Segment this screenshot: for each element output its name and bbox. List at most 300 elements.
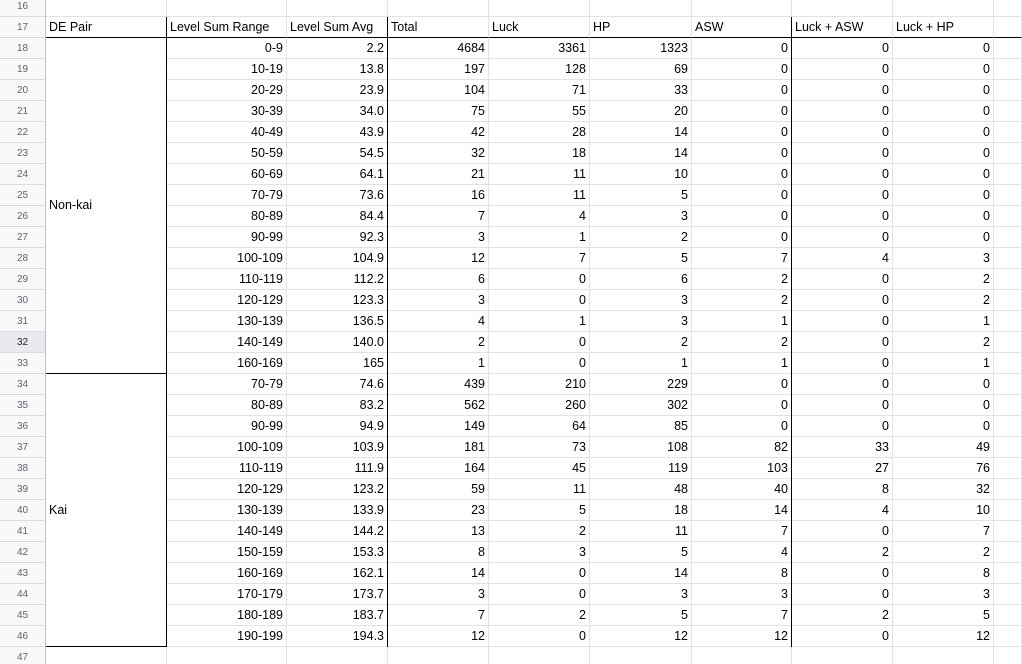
row-number[interactable]: 30 <box>0 290 46 311</box>
data-cell-luck-asw[interactable]: 33 <box>792 437 893 458</box>
data-cell-range[interactable]: 160-169 <box>167 353 287 374</box>
column-header-cell[interactable]: Luck <box>489 17 590 38</box>
data-cell-asw[interactable]: 14 <box>692 500 792 521</box>
data-cell-hp[interactable]: 10 <box>590 164 692 185</box>
data-cell-hp[interactable]: 48 <box>590 479 692 500</box>
data-cell-luck-asw[interactable]: 0 <box>792 563 893 584</box>
data-cell-total[interactable]: 13 <box>388 521 489 542</box>
data-cell-luck-asw[interactable]: 0 <box>792 227 893 248</box>
data-cell-range[interactable]: 100-109 <box>167 248 287 269</box>
data-cell-luck[interactable]: 11 <box>489 479 590 500</box>
data-cell-total[interactable]: 181 <box>388 437 489 458</box>
data-cell-avg[interactable]: 74.6 <box>287 374 388 395</box>
data-cell-total[interactable]: 6 <box>388 269 489 290</box>
row-number[interactable]: 36 <box>0 416 46 437</box>
data-cell-luck[interactable]: 64 <box>489 416 590 437</box>
empty-cell[interactable] <box>994 164 1022 185</box>
data-cell-asw[interactable]: 0 <box>692 143 792 164</box>
data-cell-range[interactable]: 50-59 <box>167 143 287 164</box>
data-cell-hp[interactable]: 11 <box>590 521 692 542</box>
data-cell-total[interactable]: 3 <box>388 584 489 605</box>
data-cell-luck-asw[interactable]: 0 <box>792 311 893 332</box>
data-cell-asw[interactable]: 0 <box>692 227 792 248</box>
data-cell-hp[interactable]: 5 <box>590 605 692 626</box>
row-number[interactable]: 46 <box>0 626 46 647</box>
data-cell-avg[interactable]: 112.2 <box>287 269 388 290</box>
empty-cell[interactable] <box>692 0 792 17</box>
data-cell-range[interactable]: 20-29 <box>167 80 287 101</box>
data-cell-total[interactable]: 32 <box>388 143 489 164</box>
empty-cell[interactable] <box>388 0 489 17</box>
empty-cell[interactable] <box>994 311 1022 332</box>
data-cell-luck-hp[interactable]: 10 <box>893 500 994 521</box>
data-cell-avg[interactable]: 123.3 <box>287 290 388 311</box>
data-cell-luck-hp[interactable]: 12 <box>893 626 994 647</box>
data-cell-luck-hp[interactable]: 8 <box>893 563 994 584</box>
data-cell-luck-asw[interactable]: 0 <box>792 206 893 227</box>
empty-cell[interactable] <box>994 38 1022 59</box>
data-cell-luck[interactable]: 0 <box>489 290 590 311</box>
data-cell-avg[interactable]: 34.0 <box>287 101 388 122</box>
data-cell-luck[interactable]: 210 <box>489 374 590 395</box>
data-cell-luck-asw[interactable]: 0 <box>792 395 893 416</box>
data-cell-avg[interactable]: 111.9 <box>287 458 388 479</box>
data-cell-luck[interactable]: 3 <box>489 542 590 563</box>
data-cell-luck[interactable]: 0 <box>489 584 590 605</box>
data-cell-hp[interactable]: 33 <box>590 80 692 101</box>
row-number[interactable]: 29 <box>0 269 46 290</box>
empty-cell[interactable] <box>994 227 1022 248</box>
empty-cell[interactable] <box>994 143 1022 164</box>
data-cell-avg[interactable]: 23.9 <box>287 80 388 101</box>
data-cell-total[interactable]: 164 <box>388 458 489 479</box>
empty-cell[interactable] <box>994 374 1022 395</box>
empty-cell[interactable] <box>167 647 287 664</box>
data-cell-total[interactable]: 7 <box>388 605 489 626</box>
data-cell-avg[interactable]: 162.1 <box>287 563 388 584</box>
data-cell-luck[interactable]: 128 <box>489 59 590 80</box>
empty-cell[interactable] <box>994 0 1022 17</box>
data-cell-luck-hp[interactable]: 2 <box>893 542 994 563</box>
data-cell-range[interactable]: 80-89 <box>167 395 287 416</box>
empty-cell[interactable] <box>994 101 1022 122</box>
data-cell-luck-hp[interactable]: 2 <box>893 269 994 290</box>
data-cell-luck-hp[interactable]: 0 <box>893 185 994 206</box>
data-cell-asw[interactable]: 0 <box>692 164 792 185</box>
empty-cell[interactable] <box>167 0 287 17</box>
data-cell-asw[interactable]: 0 <box>692 59 792 80</box>
data-cell-luck-hp[interactable]: 3 <box>893 248 994 269</box>
row-number[interactable]: 47 <box>0 647 46 664</box>
data-cell-luck[interactable]: 7 <box>489 248 590 269</box>
row-number[interactable]: 17 <box>0 17 46 38</box>
data-cell-range[interactable]: 190-199 <box>167 626 287 647</box>
data-cell-total[interactable]: 104 <box>388 80 489 101</box>
data-cell-luck[interactable]: 1 <box>489 227 590 248</box>
data-cell-luck-asw[interactable]: 0 <box>792 185 893 206</box>
data-cell-luck-asw[interactable]: 0 <box>792 521 893 542</box>
data-cell-total[interactable]: 59 <box>388 479 489 500</box>
data-cell-luck-hp[interactable]: 0 <box>893 101 994 122</box>
data-cell-asw[interactable]: 82 <box>692 437 792 458</box>
data-cell-asw[interactable]: 0 <box>692 395 792 416</box>
row-number[interactable]: 35 <box>0 395 46 416</box>
data-cell-total[interactable]: 4684 <box>388 38 489 59</box>
data-cell-asw[interactable]: 0 <box>692 80 792 101</box>
data-cell-total[interactable]: 16 <box>388 185 489 206</box>
data-cell-luck[interactable]: 55 <box>489 101 590 122</box>
empty-cell[interactable] <box>994 458 1022 479</box>
row-number[interactable]: 28 <box>0 248 46 269</box>
data-cell-luck-hp[interactable]: 3 <box>893 584 994 605</box>
empty-cell[interactable] <box>994 647 1022 664</box>
data-cell-luck-hp[interactable]: 0 <box>893 80 994 101</box>
data-cell-avg[interactable]: 103.9 <box>287 437 388 458</box>
data-cell-hp[interactable]: 3 <box>590 311 692 332</box>
data-cell-luck-asw[interactable]: 27 <box>792 458 893 479</box>
data-cell-total[interactable]: 149 <box>388 416 489 437</box>
data-cell-hp[interactable]: 2 <box>590 332 692 353</box>
data-cell-avg[interactable]: 2.2 <box>287 38 388 59</box>
data-cell-asw[interactable]: 1 <box>692 353 792 374</box>
data-cell-total[interactable]: 2 <box>388 332 489 353</box>
empty-cell[interactable] <box>994 563 1022 584</box>
empty-cell[interactable] <box>994 206 1022 227</box>
data-cell-asw[interactable]: 2 <box>692 290 792 311</box>
data-cell-luck-hp[interactable]: 0 <box>893 143 994 164</box>
empty-cell[interactable] <box>590 0 692 17</box>
row-number[interactable]: 37 <box>0 437 46 458</box>
data-cell-avg[interactable]: 84.4 <box>287 206 388 227</box>
data-cell-asw[interactable]: 103 <box>692 458 792 479</box>
data-cell-range[interactable]: 120-129 <box>167 479 287 500</box>
row-number[interactable]: 19 <box>0 59 46 80</box>
data-cell-luck-hp[interactable]: 0 <box>893 374 994 395</box>
data-cell-avg[interactable]: 54.5 <box>287 143 388 164</box>
data-cell-luck[interactable]: 0 <box>489 332 590 353</box>
data-cell-hp[interactable]: 6 <box>590 269 692 290</box>
data-cell-luck-asw[interactable]: 0 <box>792 374 893 395</box>
data-cell-asw[interactable]: 0 <box>692 122 792 143</box>
empty-cell[interactable] <box>994 521 1022 542</box>
column-header-cell[interactable]: ASW <box>692 17 792 38</box>
column-header-cell[interactable]: Level Sum Avg <box>287 17 388 38</box>
data-cell-luck[interactable]: 0 <box>489 626 590 647</box>
data-cell-hp[interactable]: 5 <box>590 542 692 563</box>
data-cell-range[interactable]: 10-19 <box>167 59 287 80</box>
data-cell-avg[interactable]: 136.5 <box>287 311 388 332</box>
data-cell-total[interactable]: 3 <box>388 227 489 248</box>
data-cell-hp[interactable]: 3 <box>590 290 692 311</box>
data-cell-range[interactable]: 140-149 <box>167 521 287 542</box>
row-number[interactable]: 33 <box>0 353 46 374</box>
data-cell-luck[interactable]: 260 <box>489 395 590 416</box>
data-cell-hp[interactable]: 20 <box>590 101 692 122</box>
data-cell-avg[interactable]: 94.9 <box>287 416 388 437</box>
column-header-cell[interactable]: Luck + HP <box>893 17 994 38</box>
data-cell-range[interactable]: 30-39 <box>167 101 287 122</box>
data-cell-total[interactable]: 21 <box>388 164 489 185</box>
row-number[interactable]: 32 <box>0 332 46 353</box>
data-cell-total[interactable]: 197 <box>388 59 489 80</box>
data-cell-range[interactable]: 160-169 <box>167 563 287 584</box>
row-number[interactable]: 42 <box>0 542 46 563</box>
data-cell-luck-hp[interactable]: 0 <box>893 227 994 248</box>
data-cell-luck-asw[interactable]: 0 <box>792 143 893 164</box>
data-cell-luck-hp[interactable]: 1 <box>893 353 994 374</box>
data-cell-luck-hp[interactable]: 0 <box>893 395 994 416</box>
data-cell-luck-asw[interactable]: 4 <box>792 248 893 269</box>
empty-cell[interactable] <box>489 0 590 17</box>
data-cell-range[interactable]: 130-139 <box>167 311 287 332</box>
data-cell-luck[interactable]: 0 <box>489 563 590 584</box>
data-cell-avg[interactable]: 144.2 <box>287 521 388 542</box>
empty-cell[interactable] <box>994 269 1022 290</box>
empty-cell[interactable] <box>994 395 1022 416</box>
row-number[interactable]: 40 <box>0 500 46 521</box>
data-cell-luck-hp[interactable]: 0 <box>893 416 994 437</box>
empty-cell[interactable] <box>287 0 388 17</box>
empty-cell[interactable] <box>489 647 590 664</box>
column-header-cell[interactable]: Level Sum Range <box>167 17 287 38</box>
data-cell-hp[interactable]: 14 <box>590 143 692 164</box>
empty-cell[interactable] <box>994 332 1022 353</box>
empty-cell[interactable] <box>994 500 1022 521</box>
data-cell-hp[interactable]: 302 <box>590 395 692 416</box>
data-cell-avg[interactable]: 123.2 <box>287 479 388 500</box>
data-cell-luck-hp[interactable]: 1 <box>893 311 994 332</box>
data-cell-luck[interactable]: 5 <box>489 500 590 521</box>
data-cell-hp[interactable]: 2 <box>590 227 692 248</box>
empty-cell[interactable] <box>994 605 1022 626</box>
data-cell-total[interactable]: 14 <box>388 563 489 584</box>
row-number[interactable]: 23 <box>0 143 46 164</box>
empty-cell[interactable] <box>994 584 1022 605</box>
data-cell-range[interactable]: 70-79 <box>167 185 287 206</box>
data-cell-asw[interactable]: 7 <box>692 248 792 269</box>
empty-cell[interactable] <box>994 353 1022 374</box>
data-cell-avg[interactable]: 165 <box>287 353 388 374</box>
data-cell-asw[interactable]: 0 <box>692 185 792 206</box>
data-cell-luck[interactable]: 0 <box>489 269 590 290</box>
data-cell-hp[interactable]: 1323 <box>590 38 692 59</box>
row-number[interactable]: 20 <box>0 80 46 101</box>
data-cell-hp[interactable]: 3 <box>590 584 692 605</box>
empty-cell[interactable] <box>994 542 1022 563</box>
data-cell-luck-hp[interactable]: 2 <box>893 290 994 311</box>
column-header-cell[interactable]: HP <box>590 17 692 38</box>
data-cell-hp[interactable]: 12 <box>590 626 692 647</box>
empty-cell[interactable] <box>46 647 167 664</box>
data-cell-total[interactable]: 8 <box>388 542 489 563</box>
data-cell-luck-asw[interactable]: 0 <box>792 290 893 311</box>
data-cell-avg[interactable]: 43.9 <box>287 122 388 143</box>
data-cell-range[interactable]: 80-89 <box>167 206 287 227</box>
data-cell-total[interactable]: 12 <box>388 248 489 269</box>
data-cell-luck[interactable]: 2 <box>489 605 590 626</box>
empty-cell[interactable] <box>994 416 1022 437</box>
data-cell-luck[interactable]: 3361 <box>489 38 590 59</box>
data-cell-hp[interactable]: 1 <box>590 353 692 374</box>
data-cell-range[interactable]: 90-99 <box>167 227 287 248</box>
data-cell-luck-asw[interactable]: 0 <box>792 269 893 290</box>
group-label-cell[interactable] <box>46 38 167 374</box>
data-cell-luck[interactable]: 4 <box>489 206 590 227</box>
data-cell-luck-asw[interactable]: 2 <box>792 605 893 626</box>
data-cell-luck[interactable]: 28 <box>489 122 590 143</box>
data-cell-range[interactable]: 90-99 <box>167 416 287 437</box>
empty-cell[interactable] <box>994 185 1022 206</box>
data-cell-total[interactable]: 75 <box>388 101 489 122</box>
data-cell-luck-asw[interactable]: 0 <box>792 164 893 185</box>
data-cell-luck-asw[interactable]: 0 <box>792 332 893 353</box>
data-cell-luck-asw[interactable]: 0 <box>792 353 893 374</box>
data-cell-range[interactable]: 40-49 <box>167 122 287 143</box>
data-cell-luck-hp[interactable]: 5 <box>893 605 994 626</box>
data-cell-asw[interactable]: 40 <box>692 479 792 500</box>
data-cell-total[interactable]: 3 <box>388 290 489 311</box>
data-cell-range[interactable]: 130-139 <box>167 500 287 521</box>
data-cell-avg[interactable]: 173.7 <box>287 584 388 605</box>
empty-cell[interactable] <box>994 17 1022 38</box>
data-cell-luck-asw[interactable]: 8 <box>792 479 893 500</box>
row-number[interactable]: 44 <box>0 584 46 605</box>
row-number[interactable]: 31 <box>0 311 46 332</box>
data-cell-luck[interactable]: 18 <box>489 143 590 164</box>
data-cell-avg[interactable]: 133.9 <box>287 500 388 521</box>
data-cell-luck-hp[interactable]: 32 <box>893 479 994 500</box>
data-cell-asw[interactable]: 0 <box>692 206 792 227</box>
empty-cell[interactable] <box>893 0 994 17</box>
data-cell-range[interactable]: 0-9 <box>167 38 287 59</box>
data-cell-range[interactable]: 110-119 <box>167 269 287 290</box>
empty-cell[interactable] <box>792 0 893 17</box>
empty-cell[interactable] <box>792 647 893 664</box>
row-number[interactable]: 27 <box>0 227 46 248</box>
data-cell-asw[interactable]: 7 <box>692 521 792 542</box>
data-cell-luck[interactable]: 71 <box>489 80 590 101</box>
row-number[interactable]: 26 <box>0 206 46 227</box>
data-cell-luck-hp[interactable]: 2 <box>893 332 994 353</box>
data-cell-total[interactable]: 7 <box>388 206 489 227</box>
data-cell-luck-hp[interactable]: 0 <box>893 59 994 80</box>
data-cell-asw[interactable]: 1 <box>692 311 792 332</box>
data-cell-hp[interactable]: 3 <box>590 206 692 227</box>
row-number[interactable]: 21 <box>0 101 46 122</box>
empty-cell[interactable] <box>994 626 1022 647</box>
column-header-cell[interactable]: Total <box>388 17 489 38</box>
data-cell-luck-hp[interactable]: 0 <box>893 122 994 143</box>
data-cell-luck-asw[interactable]: 0 <box>792 122 893 143</box>
data-cell-hp[interactable]: 229 <box>590 374 692 395</box>
data-cell-hp[interactable]: 5 <box>590 185 692 206</box>
data-cell-hp[interactable]: 119 <box>590 458 692 479</box>
data-cell-avg[interactable]: 183.7 <box>287 605 388 626</box>
column-header-cell[interactable]: DE Pair <box>46 17 167 38</box>
row-number[interactable]: 34 <box>0 374 46 395</box>
data-cell-asw[interactable]: 7 <box>692 605 792 626</box>
data-cell-total[interactable]: 562 <box>388 395 489 416</box>
empty-cell[interactable] <box>994 59 1022 80</box>
data-cell-luck[interactable]: 2 <box>489 521 590 542</box>
row-number[interactable]: 41 <box>0 521 46 542</box>
empty-cell[interactable] <box>46 0 167 17</box>
data-cell-luck[interactable]: 73 <box>489 437 590 458</box>
row-number[interactable]: 24 <box>0 164 46 185</box>
empty-cell[interactable] <box>287 647 388 664</box>
data-cell-range[interactable]: 140-149 <box>167 332 287 353</box>
data-cell-hp[interactable]: 14 <box>590 122 692 143</box>
data-cell-luck-asw[interactable]: 0 <box>792 38 893 59</box>
data-cell-total[interactable]: 23 <box>388 500 489 521</box>
data-cell-hp[interactable]: 18 <box>590 500 692 521</box>
data-cell-range[interactable]: 180-189 <box>167 605 287 626</box>
data-cell-asw[interactable]: 4 <box>692 542 792 563</box>
row-number[interactable]: 18 <box>0 38 46 59</box>
data-cell-avg[interactable]: 73.6 <box>287 185 388 206</box>
empty-cell[interactable] <box>692 647 792 664</box>
data-cell-luck-asw[interactable]: 0 <box>792 59 893 80</box>
data-cell-luck-hp[interactable]: 76 <box>893 458 994 479</box>
data-cell-avg[interactable]: 140.0 <box>287 332 388 353</box>
data-cell-avg[interactable]: 194.3 <box>287 626 388 647</box>
data-cell-avg[interactable]: 83.2 <box>287 395 388 416</box>
data-cell-asw[interactable]: 8 <box>692 563 792 584</box>
row-number[interactable]: 16 <box>0 0 46 17</box>
data-cell-luck-hp[interactable]: 0 <box>893 206 994 227</box>
data-cell-range[interactable]: 150-159 <box>167 542 287 563</box>
data-cell-luck-asw[interactable]: 0 <box>792 584 893 605</box>
data-cell-luck[interactable]: 11 <box>489 164 590 185</box>
data-cell-hp[interactable]: 108 <box>590 437 692 458</box>
data-cell-total[interactable]: 42 <box>388 122 489 143</box>
data-cell-luck-asw[interactable]: 2 <box>792 542 893 563</box>
row-number[interactable]: 25 <box>0 185 46 206</box>
data-cell-luck-asw[interactable]: 0 <box>792 101 893 122</box>
data-cell-range[interactable]: 110-119 <box>167 458 287 479</box>
data-cell-asw[interactable]: 3 <box>692 584 792 605</box>
column-header-cell[interactable]: Luck + ASW <box>792 17 893 38</box>
data-cell-total[interactable]: 4 <box>388 311 489 332</box>
data-cell-luck[interactable]: 0 <box>489 353 590 374</box>
empty-cell[interactable] <box>994 122 1022 143</box>
data-cell-avg[interactable]: 153.3 <box>287 542 388 563</box>
data-cell-luck[interactable]: 1 <box>489 311 590 332</box>
data-cell-range[interactable]: 170-179 <box>167 584 287 605</box>
data-cell-hp[interactable]: 69 <box>590 59 692 80</box>
data-cell-asw[interactable]: 0 <box>692 374 792 395</box>
data-cell-hp[interactable]: 5 <box>590 248 692 269</box>
data-cell-luck-hp[interactable]: 49 <box>893 437 994 458</box>
data-cell-luck[interactable]: 11 <box>489 185 590 206</box>
data-cell-hp[interactable]: 85 <box>590 416 692 437</box>
data-cell-asw[interactable]: 0 <box>692 38 792 59</box>
data-cell-luck-hp[interactable]: 0 <box>893 164 994 185</box>
data-cell-luck[interactable]: 45 <box>489 458 590 479</box>
row-number[interactable]: 39 <box>0 479 46 500</box>
data-cell-asw[interactable]: 0 <box>692 101 792 122</box>
data-cell-avg[interactable]: 104.9 <box>287 248 388 269</box>
empty-cell[interactable] <box>994 290 1022 311</box>
data-cell-luck-asw[interactable]: 0 <box>792 416 893 437</box>
data-cell-asw[interactable]: 12 <box>692 626 792 647</box>
empty-cell[interactable] <box>893 647 994 664</box>
data-cell-avg[interactable]: 92.3 <box>287 227 388 248</box>
data-cell-luck-hp[interactable]: 7 <box>893 521 994 542</box>
data-cell-total[interactable]: 1 <box>388 353 489 374</box>
empty-cell[interactable] <box>994 248 1022 269</box>
data-cell-range[interactable]: 70-79 <box>167 374 287 395</box>
